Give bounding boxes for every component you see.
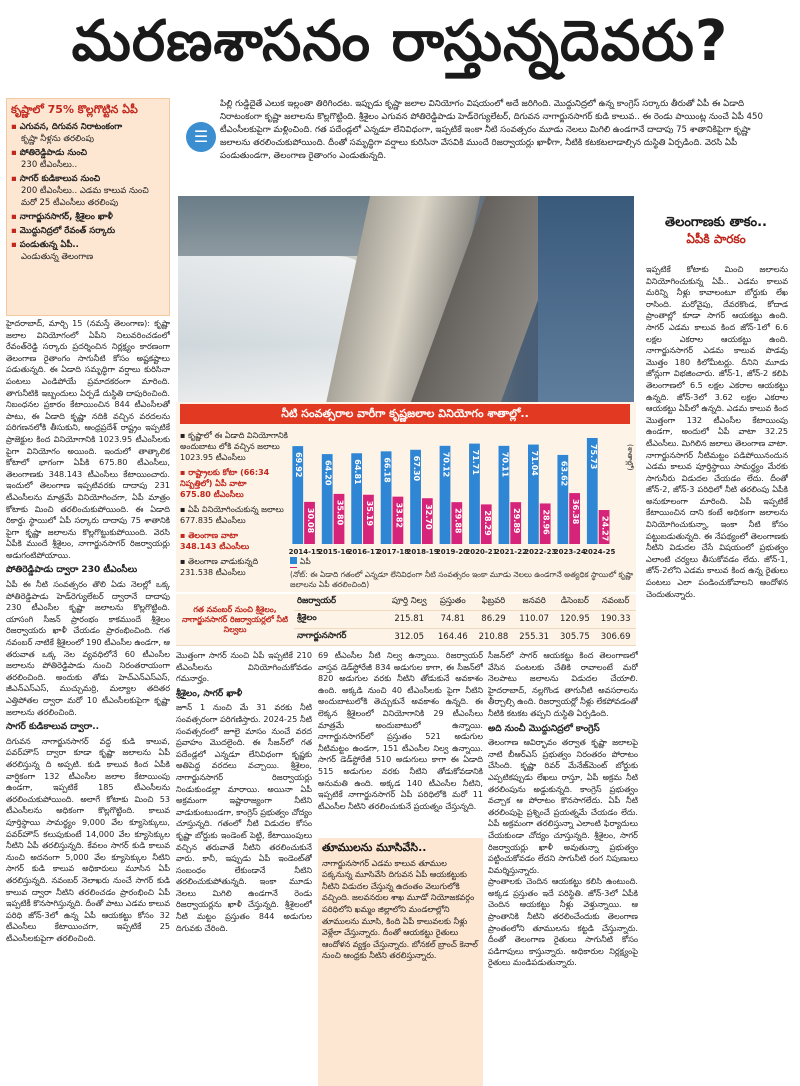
table-cell: 120.95: [555, 611, 596, 628]
bar-label: 71.71: [470, 449, 480, 475]
bar-label: 36.38: [571, 499, 581, 525]
photo-reservoir: [538, 196, 634, 404]
x-tick-label: 2023-24: [553, 548, 586, 556]
sidebar-item-sub: కృష్ణా నీళ్లను తరలింపు: [21, 134, 94, 144]
chart-legend: [180, 430, 288, 610]
right-column-text: ఇప్పటికే కోటాకు మించి జలాలను వినియోగించుకున్న ఏపీ.. ఎడమ కాలువ మరిన్ని నీళ్లు కావాలంటూ బోర్డుకు లేఖ రాసింది. మరోవైపు, దేవరకొండ, కోదాడ ప్రాంతాల్లో కూడా సాగర్ ఆయకట్టు ఉంది. సాగర్ ఎడమ కాలువ కింద జోన్-1లో 6.6 లక్షల ఎకరాల ఆయకట్టు ఉంది. నాగార్జునసాగర్ ఎడమ కాలువ పొడవు మొత్తం 180 కిలోమీటర్లు. దీనిని మూడు జోన్లుగా విభజించారు. జోన్-1, జోన్-2 కలిపి తెలంగాణలో 6.5 లక్షల ఎకరాల ఆయకట్టు ఉన్నది. జోన్-3లో 3.62 లక్షల ఎకరాల ఆయకట్టు ఏపీలో ఉన్నది. ఎడమ కాలువ కింద మొత్తంగా 132 టీఎంసీల కేటాయింపు ఉండగా, అందులో ఏపీ వాటా 32.25 టీఎంసీలు. మిగిలిన జలాలు తెలంగాణ వాటా. నాగార్జునసాగర్ నీటిమట్టం పడిపోయినందున ఎడమ కాలువ పూర్తిస్థాయి సామర్థ్యం మేరకు సాగునీరు విడుదల చేయడం లేదు. దీంతో జోన్-2, జోన్-3 పరిధిలో నీటి తరలింపు ఏపీకి అనుకూలంగా మారింది. ఏపీ ఇప్పటికే కేటాయించిన దాని కంటే అధికంగా జలాలను వినియోగించుకున్నా, ఇంకా నీటి కోసం పట్టుబడుతున్నది. ఈ నేపథ్యంలో తెలంగాణకు నీటిని విడుదల చేసే విషయంలో ప్రభుత్వం ఎలాంటి చర్యలు తీసుకోవడం లేదు. జోన్-1, జోన్-2లోని ఎడమ కాలువ కింద ఉన్న రైతులు పంటలు ఎలా పండించుకోవాలని ఆందోళన చెందుతున్నారు.: [646, 264, 788, 599]
sidebar-item-main: సాగర్ కుడికాలువ నుంచి: [19, 174, 101, 184]
col4-extra: ప్రాంతాలకు చెందిన ఆయకట్టు కలిసి ఉంటుంది. అక్కడ ప్రస్తుతం ఇదే పరిస్థితి. జోన్-3లో ఏపీకి చెందిన ఆయకట్టు నీళ్లు వెళ్తున్నాయి. ఆ ప్రాంతానికి నీటిని తరలించేందుకు తెలంగాణ ప్రాంతంలోని తూములను కట్టడి చేస్తున్నారు. దీంతో తెలంగాణ రైతులు సాగునీటి కోసం పడిగాపులు కాస్తున్నారు. అధికారుల నిర్లక్ష్యంపై రైతులు మండిపడుతున్నారు.: [488, 876, 638, 968]
table-cell: 74.81: [432, 611, 473, 628]
chart-legend-key: ▪ తెలంగాణ వాటా: [180, 531, 239, 540]
bar-label: 64.81: [353, 459, 363, 485]
sidebar-item-main: పోతిరెడ్డిపాడు నుంచి: [19, 148, 88, 158]
table-header-cell: నవంబర్: [595, 594, 636, 611]
sidebar-title: కృష్ణాలో 75% కొల్లగొట్టిన ఏపీ: [11, 103, 138, 116]
right-heading-line1: తెలంగాణకు తాకం..: [665, 215, 767, 230]
box-sluice-title: తూములను మూసివేసి..: [322, 841, 427, 854]
bar-label: 64.20: [323, 460, 333, 486]
chart-title: నీటి సంవత్సరాల వారీగా కృష్ణజలాల వినియోగం శాతాల్లో..: [180, 404, 630, 424]
sidebar-item: [11, 147, 165, 171]
bar-label: 28.29: [482, 510, 492, 536]
bar-label: 63.62: [559, 460, 569, 487]
table-cell: 255.31: [514, 628, 555, 645]
bar-chart: [286, 424, 636, 568]
chart-legend-key: ▪ కృష్ణాలో ఈ ఏడాది వినియోగానికి అందుబాటు లోకి వచ్చిన జలాలు: [180, 431, 288, 451]
col2-body: జూన్ 1 నుంచి మే 31 వరకు నీటి సంవత్సరంగా పరిగణిస్తారు. 2024-25 నీటి సంవత్సరంలో జూలై మాసం నుంచే వరద ప్రవాహం మొదలైంది. ఈ సీజన్‌లో గత పదేండ్లలో ఎన్నడూ లేనివిధంగా కృష్ణకు అతిపెద్ద వరదలు వచ్చాయి. శ్రీశైలం, నాగార్జునసాగర్ రిజర్వాయర్లు నిండుకుండల్లా మారాయి. అయినా ఏపీ అక్రమంగా ఇష్టారాజ్యంగా నీటిని వాడుకుంటుండగా, కాంగ్రెస్ ప్రభుత్వం చోద్యం చూస్తున్నది. గతంలో నీటి విడుదల కోసం కృష్ణా బోర్డుకు ఇండెంట్ పెట్టి, కేటాయింపులు వచ్చిన తరువాతే నీటిని తరలించుకునే వారు. కానీ, ఇప్పుడు ఏపీ ఇండెంట్‌తో సంబంధం లేకుండానే నీటిని తరలించుకుపోతున్నది. ఇంకా మూడు నెలలు మిగిలి ఉండగానే రెండు రిజర్వాయర్లను ఖాళీ చేస్తున్నది. శ్రీశైలంలో నీటి మట్టం ప్రస్తుతం 844 అడుగుల దిగువకు చేరింది.: [176, 702, 312, 933]
headline: మరణశాసనం రాస్తున్నదెవరు?: [71, 8, 729, 74]
legend-swatch: [290, 567, 297, 568]
table-header-cell: జనవరి: [514, 594, 555, 611]
x-tick-label: 2019-20: [435, 548, 469, 556]
sidebar-item-main: మొద్దునిద్రలో రేవంత్ సర్కారు: [19, 226, 116, 236]
chart-legend-value: 348.143 టీఎంసీలు: [180, 542, 250, 551]
column-3: 69 టీఎంసీల నీటి నిల్వ ఉన్నాయి. రిజర్వాయర్ వాస్తవ డెడ్‌స్టోరేజీ 834 అడుగుల కాగా, ఈ సీజన్‌లో 820 అడుగుల వరకు నీటిని తోడుకునే అవకాశం ఉంది. అక్కడి నుంచి 40 టీఎంసీలకు పైగా నీటిని అందుబాటులోకి తెచ్చుకునే అవకాశం ఉన్నది. ఈ లెక్కన శ్రీశైలంలో వినియోగానికి 29 టీఎంసీలు మాత్రమే అందుబాటులో ఉన్నాయి. నాగార్జునసాగర్‌లో ప్రస్తుతం 521 అడుగుల నీటిమట్టం ఉండగా, 151 టీఎంసీల నిల్వ ఉన్నాయి. సాగర్ డెడ్‌స్టోరేజీ 510 అడుగులు కాగా ఈ ఏడాది 515 అడుగుల వరకు నీటిని తోడుకోవడానికి అనుమతి ఉంది. అక్కడ 140 టీఎంసీల నీటిని, ఇప్పటికే నాగార్జునసాగర్ ఏపీ పరిధిలోకి మరో 11 టీఎంసీల నీటిని తరలించుకునే ప్రయత్నం చేస్తున్నది.: [318, 650, 483, 811]
bar-label: 75.73: [588, 443, 598, 470]
legend-series-name: [300, 567, 328, 568]
column-1: [6, 318, 170, 1086]
bar-label: 70.11: [500, 451, 510, 478]
right-heading-line2: ఏపీకి పారకం: [686, 232, 746, 246]
table-header-cell: ఫిబ్రవరి: [473, 594, 514, 611]
sidebar-item-sub: 200 టీఎంసీలు.. ఎడమ కాలువ నుంచి మరో 25 టీఎంసీలు తరలింపు: [21, 186, 149, 208]
col4-body: తెలంగాణ ఆవిర్భావం తర్వాత కృష్ణా జలాలపై నాటి బీఆర్‌ఎస్ ప్రభుత్వం నిరంతరం పోరాటం చేసింది. కృష్ణా రివర్ మేనేజ్‌మెంట్ బోర్డుకు ఎప్పటికప్పుడు లేఖలు రాస్తూ, ఏపీ అక్రమ నీటి తరలింపును అడ్డుకున్నది. కాంగ్రెస్ ప్రభుత్వం వచ్చాక ఆ పోరాటం కొనసాగలేదు. ఏపీ నీటి తరలింపుపై ప్రశ్నించే ప్రయత్నమే చేయడం లేదు. ఏపీ అక్రమంగా తరలిస్తున్నా ఎలాంటి ఫిర్యాదులు చేయకుండా చోద్యం చూస్తున్నది. శ్రీశైలం, సాగర్ రిజర్వాయర్లు ఖాళీ అవుతున్నా ప్రభుత్వం పట్టించుకోవడం లేదని సాగునీటి రంగ నిపుణులు విమర్శిస్తున్నారు.: [488, 737, 638, 875]
sidebar-item-main: ఎగువన, దిగువన నిరాటంకంగా: [19, 122, 123, 132]
bar-label: 32.70: [423, 504, 433, 530]
table-cell: 110.07: [514, 611, 555, 628]
chart-legend-item: [180, 430, 288, 463]
chart-legend-value: 677.835 టీఎంసీలు: [180, 516, 246, 525]
chart-legend-item: [180, 556, 288, 578]
x-tick-label: 2018-19: [406, 548, 439, 556]
dam-photo: [178, 196, 634, 404]
table-header-cell: పూర్తి నిల్వ: [386, 594, 432, 611]
table-cell: 86.29: [473, 611, 514, 628]
bar-label: 33.82: [394, 502, 404, 528]
table-cell: 215.81: [386, 611, 432, 628]
table-row-label: గత నవంబర్ నుంచి శ్రీశైలం, నాగార్జునసాగర్ రిజర్వాయర్లలో నీటి నిల్వలు: [176, 594, 294, 646]
bar-label: 28.96: [541, 509, 551, 535]
table-cell: నాగార్జునసాగర్: [294, 628, 386, 645]
sidebar-item-main: పండుతున్న ఏపీ..: [19, 240, 79, 250]
legend-swatch: [290, 557, 297, 564]
chart-legend-value: 231.538 టీఎంసీలు: [180, 568, 246, 577]
bar-label: 35.19: [364, 500, 374, 527]
x-tick-label: 2015-16: [318, 548, 351, 556]
x-tick-label: 2014-15: [288, 548, 321, 556]
chart-legend-value: 1023.95 టీఎంసీలు: [180, 453, 246, 462]
chart-legend-item: [180, 530, 288, 552]
chart-legend-value: 675.80 టీఎంసీలు: [180, 490, 244, 499]
column-2: [176, 650, 312, 1086]
col4-lead: సీజన్‌లో సాగర్ ఆయకట్టు కింద తెలంగాణలో వేసిన పంటలకు చేతికి రావాలంటే మరో నెలపాటు జలాలను విడుదల చేయాలి. హైదరాబాద్, నల్లగొండ తాగునీటి అవసరాలను తీర్చాల్సి ఉంది. రిజర్వాయర్లో నీళ్లు లేకపోవడంతో నీటికి కటకట తప్పని దుస్థితి ఏర్పడింది.: [488, 650, 638, 718]
bar-label: 29.89: [512, 508, 522, 534]
chart-legend-key: ▪ ఏపీ వినియోగించుకున్న జలాలు: [180, 505, 284, 514]
bar-label: 66.18: [382, 457, 392, 483]
table-header-cell: రిజర్వాయర్: [294, 594, 386, 611]
col2-lead: మొత్తంగా సాగర్ నుంచి ఏపీ ఇప్పటికే 210 టీఎంసీలను వినియోగించుకోవడం గమనార్హం.: [176, 650, 312, 684]
sidebar-item: [11, 239, 165, 263]
bar-label: 71.04: [529, 450, 539, 476]
x-tick-label: 2021-22: [494, 548, 527, 556]
table-cell: 312.05: [386, 628, 432, 645]
table-cell: 306.69: [595, 628, 636, 645]
right-heading: [646, 214, 786, 262]
table-cell: 210.88: [473, 628, 514, 645]
sidebar-highlights: [6, 98, 170, 316]
sidebar-item: [11, 173, 165, 209]
col2-subheading: శ్రీశైలం, సాగర్ ఖాళీ: [176, 688, 243, 699]
chart-legend-key: ▪ తెలంగాణ వాడుకున్నది: [180, 557, 259, 566]
col1-subheading-1: పోతిరెడ్డిపాడు ద్వారా 230 టీఎంసీలు: [6, 565, 138, 576]
chart-legend-key: ▪ రాష్ట్రాలకు కోటా (66:34 నిష్పత్తిలో) ఏపీ వాటా: [180, 468, 270, 488]
chart-legend-item: [180, 504, 288, 526]
table-header-cell: డిసెంబర్: [555, 594, 596, 611]
sidebar-item-sub: 230 టీఎంసీలు..: [21, 160, 78, 170]
table-cell: 164.46: [432, 628, 473, 645]
table-header-cell: ప్రస్తుతం: [432, 594, 473, 611]
chart-note: (నోట్: ఈ ఏడాది గతంలో ఎన్నడూ లేనివిధంగా నీటి సంవత్సరం ఇంకా మూడు నెలలు ఉండగానే అత్యధిక స్థాయిలో కృష్ణా జలాలను ఏపీ తరలించింది): [290, 570, 634, 589]
bar-label: 70.12: [441, 451, 451, 478]
sidebar-item-sub: ఎండుతున్న తెలంగాణ: [21, 252, 94, 262]
photo-sky: [178, 196, 378, 256]
box-sluice: [318, 838, 483, 1086]
chart-unit-label: (శాతాల్లో): [626, 444, 634, 471]
col4-subheading: అది నుంచీ మొద్దునిద్రలో కాంగ్రెస్: [488, 723, 600, 734]
x-tick-label: 2016-17: [347, 548, 380, 556]
col1-subheading-2: సాగర్ కుడికాలువ ద్వారా..: [6, 722, 100, 733]
article-icon: ☰: [186, 122, 216, 152]
bar-label: 29.88: [453, 508, 463, 534]
sidebar-item-main: నాగార్జునసాగర్, శ్రీశైలం ఖాళీ: [19, 212, 113, 222]
bar-label: 69.92: [294, 452, 304, 478]
box-sluice-text: నాగార్జునసాగర్ ఎడమ కాలువ తూముల పక్కనున్న మూసివేసి దిగువన ఏపీ ఆయకట్టుకు నీటిని విడుదల చేస్తున్న ఉదంతం వెలుగులోకి వచ్చింది. జలవనరుల శాఖ మూడో నియోజకవర్గం పరిధిలోని ఖమ్మం జిల్లాలోని మండలాల్లోని తూములను మూసి, కింది ఏపీ కాలువలకు నీళ్లు వెళ్లేలా చేస్తున్నారు. దీంతో ఆయకట్టు రైతులు ఆందోళన వ్యక్తం చేస్తున్నారు. బోనకల్ బ్రాంచ్ కెనాల్ నుంచి ఆంధ్రకు నీటిని తరలిస్తున్నారు.: [322, 857, 478, 961]
column-4: [488, 650, 638, 1086]
x-tick-label: 2022-23: [524, 548, 557, 556]
col1-lead: హైదరాబాద్, మార్చి 15 (నమస్తే తెలంగాణ): కృష్ణా జలాల వినియోగంలో ఏపీని నిలువరించడంలో రేవంత్‌రెడ్డి సర్కారు ప్రదర్శించిన నిర్లక్ష్యం కారణంగా తెలంగాణ రైతాంగం సాగునీటి కోసం అష్టకష్టాలు పడుతున్నది. ఈ ఏడాది సమృద్ధిగా వర్షాలు కురిసినా పంటలు ఎండిపోయే ప్రమాదకరంగా మారింది. తాగునీటికి ఇబ్బందులు ఏర్పడే దుస్థితి దాపురించింది. నిబంధనల ప్రకారం కేటాయించిన 844 టీఎంసీలతో పాటు, ఈ ఏడాది కృష్ణా నదికి వచ్చిన వరదలను పరిగణనలోకి తీసుకుని, ఆంధ్రప్రదేశ్ రాష్ట్రం ఇప్పటికే ప్రాజెక్టుల కింద వినియోగానికి 1023.95 టీఎంసీలకు పైగా వినియోగం అయింది. ఇందులో తాత్కాలిక కోటాలో భాగంగా ఏపీకి 675.80 టీఎంసీలు, తెలంగాణకు 348.143 టీఎంసీలు కేటాయించారు. ఇందులో తెలంగాణ ఇప్పటివరకు దాదాపు 231 టీఎంసీలను మాత్రమే వినియోగించగా, ఏపీ మాత్రం కోటాకు మించి తరలించుకుపోయింది. ఈ ఏడాది రికార్డు స్థాయిలో ఏపీ సర్కారు దాదాపు 75 శాతానికి పైగా కృష్ణా జలాలను కొల్లగొట్టుకుపోయింది. వెరసి ఏపీకి ముందే శ్రీశైలం, నాగార్జునసాగర్ రిజర్వాయర్లు అడుగంటిపోయాయి.: [6, 318, 170, 560]
intro-paragraph: పిల్లి గుడ్డిదైతే ఎలుక ఇల్లంతా తిరిగిందట. ఇప్పుడు కృష్ణా జలాల వినియోగం విషయంలో అదే జరిగింది. మొద్దునిద్రలో ఉన్న కాంగ్రెస్ సర్కారు తీరుతో ఏపీ ఈ ఏడాది నిరాటంకంగా కృష్ణా జలాలను కొల్లగొట్టింది. శ్రీశైలం ఎగువన పోతిరెడ్డిపాడు హెడ్‌రెగ్యులేటర్, దిగువన నాగార్జునసాగర్ కుడి కాలువ.. ఈ రెండు పాయింట్ల నుంచే ఏపీ 450 టీఎంసీలకుపైగా మళ్లించింది. గత పదేండ్లలో ఎన్నడూ లేనివిధంగా, ఇప్పటికే ఇంకా నీటి సంవత్సరం మూడు నెలలు మిగిలి ఉండగానే దాదాపు 75 శాతానికిపైగా కృష్ణా జలాలను తరలించుకుపోయింది. దీంతో సమృద్ధిగా వర్షాలు కురిసినా వేసవికి ముందే రిజర్వాయర్లు ఖాళీగా, నీటికి కటకటలాడాల్సిన దుస్థితి ఏర్పడింది. వెరసి ఏపీ పండుతుండగా, తెలంగాణ రైతాంగం ఎండుతున్నది.: [220, 99, 763, 161]
chart-legend-item: [180, 467, 288, 500]
reservoir-table: [176, 594, 636, 646]
x-tick-label: 2017-18: [377, 548, 410, 556]
bar-label: 35.80: [335, 499, 345, 526]
col1-body-1: ఏపీ ఈ నీటి సంవత్సరం తొలి ఏడు నెలల్లో ఒక్క పోతిరెడ్డిపాడు హెడ్‌రెగ్యులేటర్ ద్వారానే దాదాపు 230 టీఎంసీల కృష్ణా జలాలను కొల్లగొట్టింది. యాసంగి సీజన్ ప్రారంభం కాకముందే శ్రీశైలం రిజర్వాయరు ఖాళీ చేయడం ప్రారంభించింది. గత నవంబర్ నాటికే శ్రీశైలంలో 190 టీఎంసీల ఉండగా, ఆ తరువాత ఒక్క నెల వ్యవధిలోనే 60 టీఎంసీల జలాలను పోతిరెడ్డిపాడు నుంచి నిరంతరాయంగా తరలించింది. అందుకు తోడు హెచ్‌ఎన్‌ఎస్‌ఎస్, జీఎన్‌ఎస్‌ఎస్, ముచ్చుమర్రి, మల్యాల తదితర ఎత్తిపోతల ద్వారా మరో 10 టీఎంసీలకుపైగా కృష్ణా జలాలను తరలించింది.: [6, 579, 170, 717]
sidebar-item: [11, 121, 165, 145]
sidebar-item: [11, 225, 165, 237]
table-cell: 190.33: [595, 611, 636, 628]
bar-label: 30.08: [306, 507, 316, 534]
legend-series-name: ఏపీ: [300, 557, 311, 566]
bar-label: 67.30: [412, 455, 422, 482]
sidebar-item: [11, 211, 165, 223]
bar-label: 24.27: [600, 516, 610, 542]
col1-body-2: దిగువన నాగార్జునసాగర్ వద్ద కుడి కాలువ, పవర్‌హౌస్ ద్వారా కూడా కృష్ణా జలాలను ఏపీ తరలిస్తున్న ది అప్పటి. కుడి కాలువ కింద ఏపీకి వార్షికంగా 132 టీఎంసీల జలాల కేటాయింపు ఉండగా, ఇప్పటికే 185 టీఎంసీలను తరలించుకుపోయింది. అలాగే కోటాకు మించి 53 టీఎంసీలను అధికంగా కొల్లగొట్టింది. కాలువ పూర్తిస్థాయి సామర్థ్యం 9,000 వేల క్యూసెక్కులు, పవర్‌హౌస్ కలుపుకుంటే 14,000 వేల క్యూసెక్కుల నీటిని ఏపీ తరలిస్తున్నది. కేవలం సాగర్ కుడి కాలువ నుంచి అదనంగా 5,000 వేల క్యూసెక్కుల నీటిని సాగర్ కుడి కాలువ అధికారులు మూసిన ఏపీ తరలిస్తున్నది. నవంబర్ నెలాఖరు నుంచే సాగర్ కుడి కాలువ ద్వారా నీటిని తరలించడం ప్రారంభించి ఏపీ ఇప్పటికీ కొనసాగిస్తున్నది. దీంతో పాటు ఎడమ కాలువ పరిధి జోన్-3లో ఉన్న ఏపీ ఆయకట్టు కోసం 32 టీఎంసీలు కేటాయించగా, ఇప్పటికే 25 టీఎంసీలకుపైగా తరలించింది.: [6, 735, 170, 943]
x-tick-label: 2020-21: [465, 548, 498, 556]
table-cell: శ్రీశైలం: [294, 611, 386, 628]
table-cell: 305.75: [555, 628, 596, 645]
x-tick-label: 2024-25: [583, 548, 616, 556]
sidebar-list: [11, 121, 165, 263]
table-header-row: [176, 594, 636, 611]
